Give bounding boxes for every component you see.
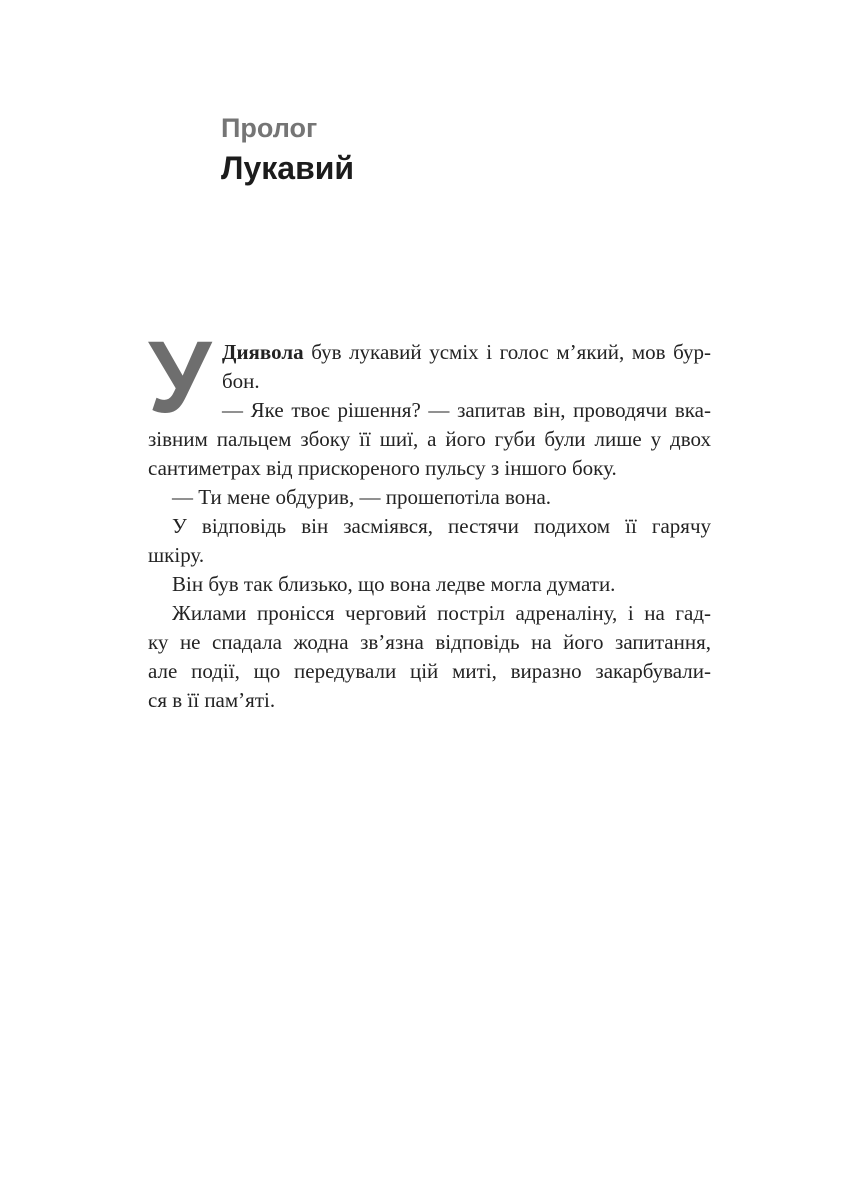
text-line: ся в її пам’яті. [148, 688, 276, 712]
bold-lead-word: Диявола [222, 340, 304, 364]
text-line: Диявола був лукавий усміх і голос м’який, мов бур- [222, 340, 711, 364]
text-line: шкіру. [148, 543, 205, 567]
body-text [148, 320, 711, 715]
text-lines [148, 338, 711, 715]
text-line: У відповідь він засміявся, пестячи подихом її гарячу [172, 514, 711, 538]
text-line: ку не спадала жодна зв’язна відповідь на його запитання, [148, 630, 711, 654]
text-line: Він був так близько, що вона ледве могла думати. [172, 572, 616, 596]
text-line: бон. [222, 369, 260, 393]
drop-cap-letter: У [148, 320, 212, 434]
text-line: зівним пальцем збоку її шиї, а його губи були лише у двох [148, 427, 711, 451]
text-line: — Яке твоє рішення? — запитав він, проводячи вка- [222, 398, 711, 422]
text-line: але події, що передували цій миті, виразно закарбували- [148, 659, 711, 683]
text-line: Жилами пронісся черговий постріл адреналіну, і на гад- [172, 601, 711, 625]
chapter-title: Лукавий [221, 150, 355, 186]
chapter-label: Пролог [221, 113, 318, 143]
text-line: сантиметрах від прискореного пульсу з іншого боку. [148, 456, 617, 480]
text-line: — Ти мене обдурив, — прошепотіла вона. [172, 485, 552, 509]
